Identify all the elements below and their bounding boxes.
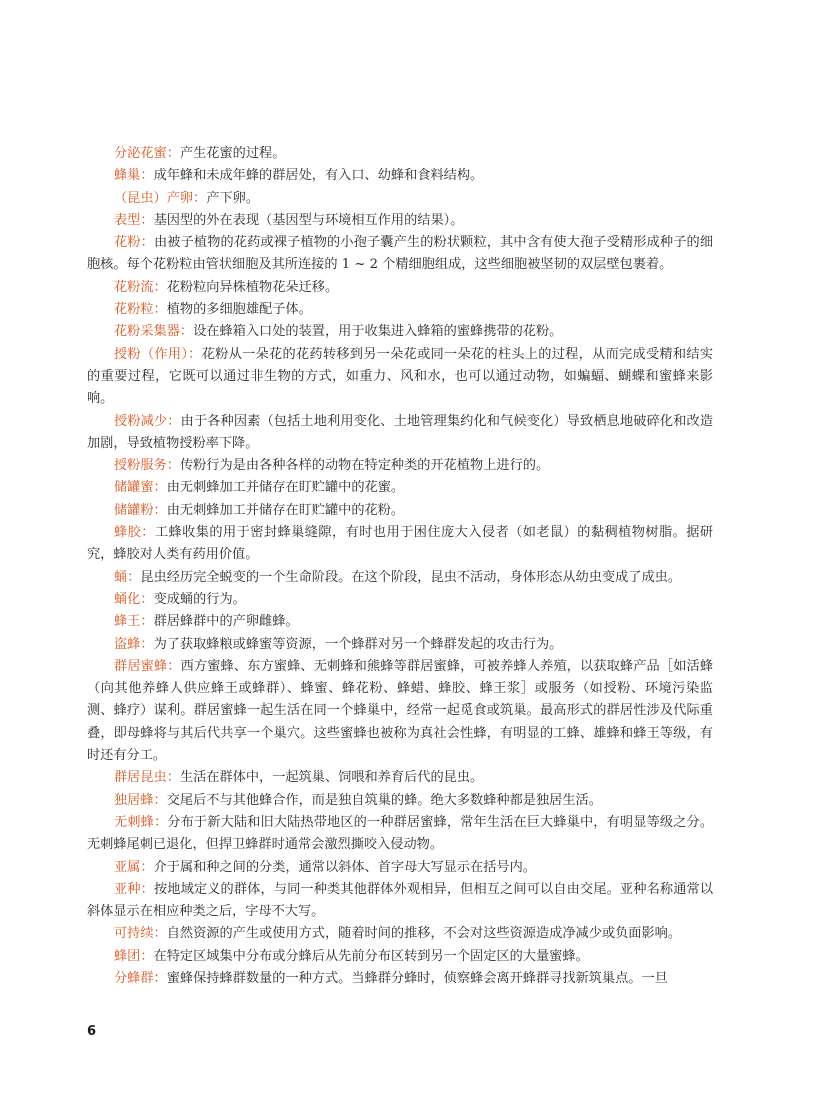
glossary-definition: 工蜂收集的用于密封蜂巢缝隙，有时也用于困住庞大入侵者（如老鼠）的黏稠植物树脂。据研究，蜂胶对人类有药用价值。 [87,525,714,563]
page-number: 6 [87,1024,97,1039]
glossary-term: 花粉： [114,235,154,251]
glossary-term: 分泌花蜜： [114,146,180,161]
glossary-term: 储罐粉： [114,502,167,518]
glossary-definition: 生活在群体中，一起筑巢、饲喂和养育后代的昆虫。 [179,770,484,786]
glossary-entry [87,232,713,277]
glossary-term: 独居蜂： [114,792,167,808]
glossary-entry [87,767,713,789]
glossary-definition: 分布于新大陆和旧大陆热带地区的一种群居蜜蜂，常年生活在巨大蜂巢中，有明显等级之分。无刺蜂尾刺已退化，但捍卫蜂群时通常会激烈撕咬入侵动物。 [87,814,714,853]
glossary-term: 授粉服务： [114,458,180,474]
glossary-definition: 西方蜜蜂、东方蜜蜂、无刺蜂和熊蜂等群居蜜蜂，可被养蜂人养殖，以获取蜂产品［如活蜂（向其他养蜂人供应蜂王或蜂群）、蜂蜜、蜂花粉、蜂蜡、蜂胶、蜂王浆］或服务（如授粉、环境污染监测、蜂疗）谋利。群居蜜蜂一起生活在同一个蜂巢中，经常一起觅食或筑巢。最高形式的群居性涉及代际重叠，即母蜂将与其后代共享一个巢穴。这些蜜蜂也被称为真社会性蜂，有明显的工蜂、雄蜂和蜂王等级，有时还有分工。 [87,658,714,764]
glossary-term: 群居蜜蜂： [114,658,181,674]
glossary-entry [87,923,713,945]
glossary-term: 授粉减少： [114,413,181,429]
glossary-entry [87,500,713,522]
glossary-list [87,143,713,990]
glossary-term: 蛹： [114,569,141,585]
glossary-definition: 成年蜂和未成年蜂的群居处，有入口、幼蜂和食料结构。 [153,168,484,184]
glossary-entry [87,812,713,857]
glossary-entry [87,946,713,968]
glossary-definition: 产生花蜜的过程。 [179,146,286,161]
glossary-term: 分蜂群： [114,970,167,986]
glossary-definition: 植物的多细胞雄配子体。 [166,302,312,318]
glossary-term: 群居昆虫： [114,770,180,786]
glossary-entry [87,656,713,767]
glossary-definition: 变成蛹的行为。 [153,591,246,607]
glossary-entry [87,589,713,611]
glossary-definition: 按地域定义的群体，与同一种类其他群体外观相异，但相互之间可以自由交尾。亚种名称通常以斜体显示在相应种类之后，字母不大写。 [87,881,714,920]
glossary-term: 花粉粒： [114,302,167,318]
glossary-entry [87,143,713,165]
glossary-term: 亚种： [114,881,154,897]
glossary-entry [87,968,713,990]
glossary-entry [87,411,713,456]
glossary-term: （昆虫）产卵： [114,190,207,206]
glossary-definition: 群居蜂群中的产卵雌蜂。 [153,614,299,630]
glossary-entry [87,321,713,343]
glossary-term: 盗蜂： [114,636,154,652]
glossary-entry [87,857,713,879]
glossary-definition: 自然资源的产生或使用方式，随着时间的推移，不会对这些资源造成净减少或负面影响。 [166,926,682,942]
glossary-entry [87,790,713,812]
glossary-entry [87,611,713,633]
glossary-definition: 蜜蜂保持蜂群数量的一种方式。当蜂群分蜂时，侦察蜂会离开蜂群寻找新筑巢点。一旦 [166,970,668,986]
glossary-entry [87,522,713,567]
glossary-term: 花粉采集器： [114,324,194,340]
glossary-term: 蛹化： [114,591,154,607]
glossary-entry [87,344,713,411]
glossary-term: 蜂胶： [114,525,155,541]
glossary-definition: 由无刺蜂加工并储存在盯贮罐中的花粉。 [166,502,405,518]
glossary-term: 花粉流： [114,279,167,295]
glossary-entry [87,299,713,321]
glossary-entry [87,567,713,589]
glossary-term: 蜂团： [114,948,154,964]
glossary-definition: 交尾后不与其他蜂合作，而是独自筑巢的蜂。绝大多数蜂种都是独居生活。 [166,792,602,808]
glossary-term: 蜂巢： [114,168,154,184]
glossary-definition: 为了获取蜂粮或蜂蜜等资源，一个蜂群对另一个蜂群发起的攻击行为。 [153,636,563,652]
glossary-definition: 由于各种因素（包括土地利用变化、土地管理集约化和气候变化）导致栖息地破碎化和改造加剧，导致植物授粉率下降。 [87,413,714,451]
glossary-definition: 产下卵。 [206,190,260,206]
glossary-term: 储罐蜜： [114,480,167,496]
glossary-definition: 设在蜂箱入口处的装置，用于收集进入蜂箱的蜜蜂携带的花粉。 [193,324,563,340]
glossary-entry [87,210,713,232]
glossary-entry [87,188,713,210]
glossary-entry [87,879,713,924]
glossary-term: 亚属： [114,859,154,875]
glossary-term: 授粉（作用）： [114,346,202,362]
glossary-definition: 昆虫经历完全蜕变的一个生命阶段。在这个阶段，昆虫不活动，身体形态从幼虫变成了成虫。 [140,569,682,585]
glossary-definition: 介于属和种之间的分类，通常以斜体、首字母大写显示在括号内。 [153,859,536,875]
glossary-term: 表型： [114,212,154,228]
glossary-entry [87,165,713,187]
glossary-entry [87,634,713,656]
glossary-definition: 在特定区域集中分布或分蜂后从先前分布区转到另一个固定区的大量蜜蜂。 [153,948,589,964]
glossary-definition: 花粉从一朵花的花药转移到另一朵花或同一朵花的柱头上的过程，从而完成受精和结实的重要过程，它既可以通过非生物的方式，如重力、风和水，也可以通过动物，如蝙蝠、蝴蝶和蜜蜂来影响。 [87,346,714,407]
glossary-entry [87,477,713,499]
glossary-term: 可持续： [114,926,167,942]
glossary-definition: 由被子植物的花药或裸子植物的小孢子囊产生的粉状颗粒，其中含有使大孢子受精形成种子的细胞核。每个花粉粒由管状细胞及其所连接的 1 ~ 2 个精细胞组成，这些细胞被坚韧的双层壁包裹着。 [87,235,714,273]
glossary-term: 无刺蜂： [114,814,168,830]
glossary-definition: 基因型的外在表现（基因型与环境相互作用的结果）。 [153,212,464,228]
glossary-entry [87,277,713,299]
glossary-entry [87,455,713,477]
glossary-definition: 传粉行为是由各种各样的动物在特定种类的开花植物上进行的。 [179,458,550,474]
glossary-term: 蜂王： [114,614,154,630]
glossary-definition: 由无刺蜂加工并储存在盯贮罐中的花蜜。 [166,480,405,496]
glossary-definition: 花粉粒向异株植物花朵迁移。 [166,279,339,295]
